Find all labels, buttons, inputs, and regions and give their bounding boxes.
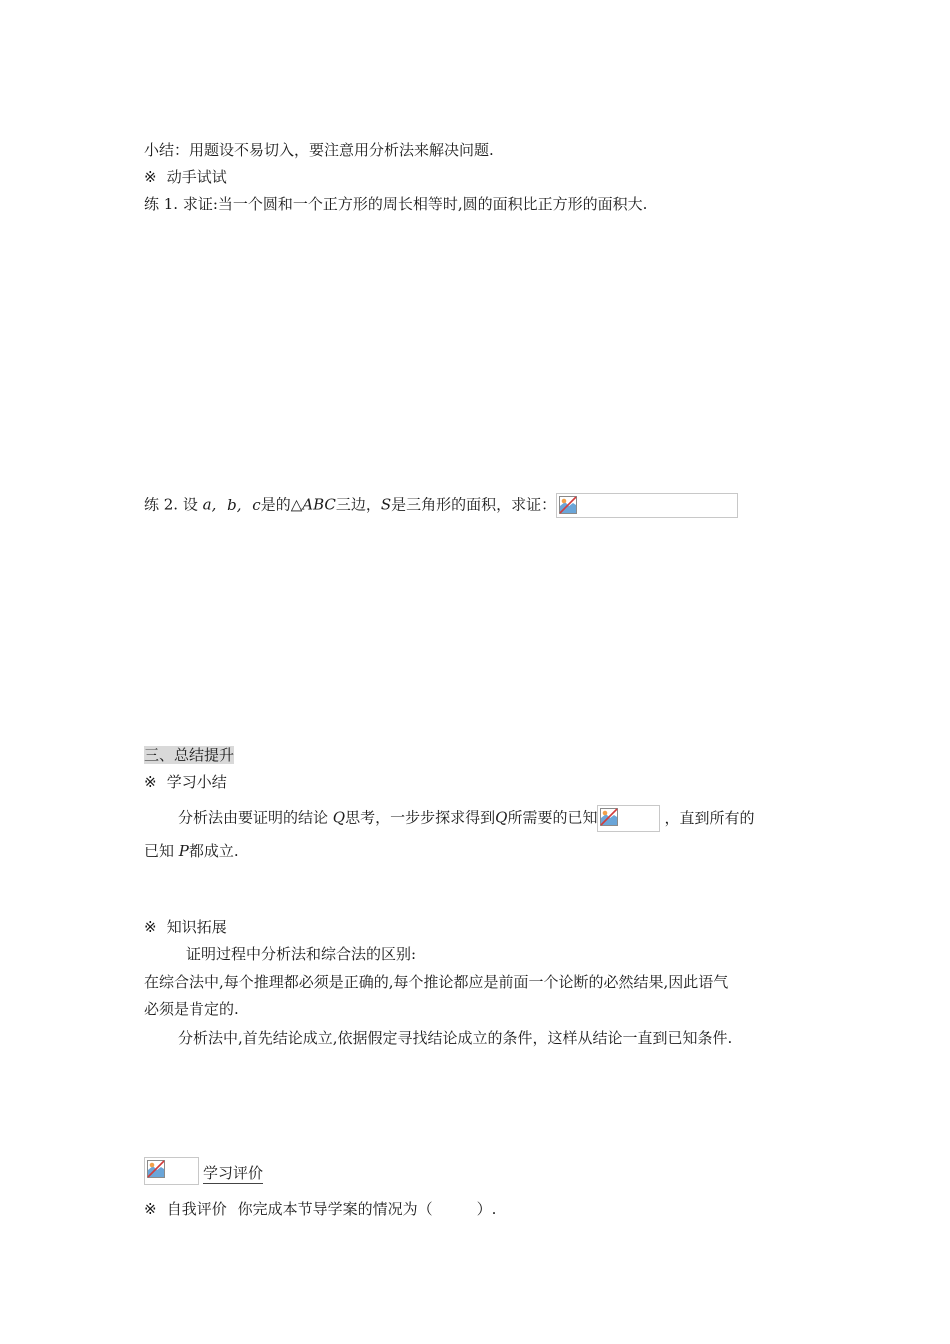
study-summary-heading (144, 771, 227, 793)
study-summary-label: 学习小结 (166, 773, 227, 791)
study-evaluation-label: 学习评价 (203, 1164, 264, 1182)
summary-text: 小结：用题设不易切入，要注意用分析法来解决问题. (144, 141, 494, 159)
analysis-line-1 (178, 805, 754, 832)
synthetic-method-line-2: 必须是肯定的. (144, 1000, 239, 1018)
knowledge-label: 知识拓展 (166, 918, 227, 936)
reference-mark: ※ (144, 773, 157, 791)
analysis-part3: 所需要的已知 (507, 808, 598, 827)
reference-mark: ※ (144, 918, 157, 936)
triangle-abc: ABC (302, 495, 336, 514)
difference-title: 证明过程中分析法和综合法的区别: (186, 945, 417, 963)
hands-on-label: 动手试试 (166, 168, 227, 186)
var-b: b, (227, 495, 242, 514)
analysis-line2b: 都成立. (188, 842, 239, 860)
formula-image (556, 493, 738, 518)
var-q: Q (495, 808, 508, 827)
analysis-line-2 (144, 840, 239, 862)
section-3-title (144, 744, 234, 766)
var-a: a, (202, 495, 217, 514)
var-s: S (380, 495, 392, 514)
knowledge-heading (144, 916, 227, 938)
var-q: Q (332, 808, 346, 827)
var-p: P (178, 842, 189, 860)
analysis-part1: 分析法由要证明的结论 (178, 808, 329, 827)
analysis-part4: ，直到所有的 (664, 808, 755, 827)
known-condition-image (597, 805, 660, 832)
reference-mark: ※ (144, 168, 157, 186)
reference-mark: ※ (144, 1200, 157, 1218)
exercise-2 (144, 493, 738, 518)
broken-image-icon (559, 496, 577, 514)
study-evaluation-heading (144, 1157, 263, 1185)
analysis-line2a: 已知 (144, 842, 175, 860)
broken-image-icon (147, 1160, 165, 1178)
analysis-part2: 思考，一步步探求得到 (345, 808, 496, 827)
hands-on-heading (144, 166, 227, 188)
ex2-tail: 是三角形的面积，求证： (391, 495, 557, 514)
broken-image-icon (600, 808, 618, 826)
analysis-method-text: 分析法中,首先结论成立,依据假定寻找结论成立的条件，这样从结论一直到已知条件. (178, 1029, 733, 1047)
self-eval-close: ）. (476, 1200, 497, 1218)
section-3-label: 三、总结提升 (144, 746, 235, 764)
self-evaluation (144, 1198, 496, 1220)
ex2-mid2: 三边， (335, 495, 381, 514)
exercise-1: 练 1. 求证:当一个圆和一个正方形的周长相等时,圆的面积比正方形的面积大. (144, 195, 648, 213)
synthetic-method-line-1: 在综合法中,每个推理都必须是正确的,每个推论都应是前面一个论断的必然结果,因此语气 (144, 973, 729, 991)
self-eval-label: 自我评价 (166, 1200, 227, 1218)
ex2-mid1: 是的△ (260, 495, 303, 514)
ex2-prefix: 练 2. 设 (144, 495, 198, 514)
self-eval-text: 你完成本节导学案的情况为（ (237, 1200, 433, 1218)
section-icon-image (144, 1157, 199, 1185)
var-c: c (252, 495, 261, 514)
